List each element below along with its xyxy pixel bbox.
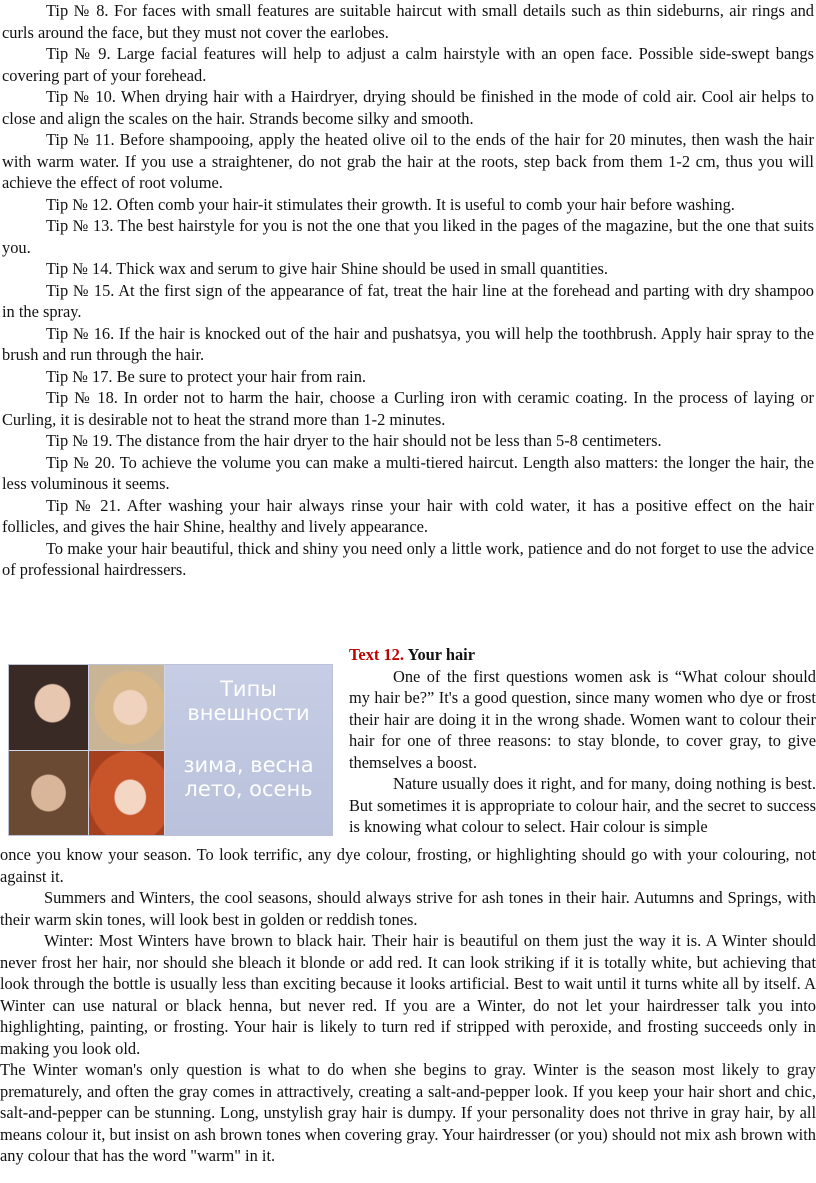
image-title — [165, 677, 332, 725]
tip-17: Tip № 17. Be sure to protect your hair from rain. — [46, 366, 367, 386]
tip-16: Tip № 16. If the hair is knocked out of the hair and pushatsya, you will help the toothbrush. Apply hair spray to the brush and run through the hair. — [2, 323, 814, 364]
tip-19: Tip № 19. The distance from the hair dryer to the hair should not be less than 5-8 centimeters. — [46, 431, 662, 450]
tip-8: Tip № 8. For faces with small features are suitable haircut with small details such as thin sideburns, air rings and curls around the face, but they must not cover the earlobes. — [2, 1, 814, 42]
image-title-line-1: Типы — [220, 677, 277, 701]
closing-paragraph: To make your hair beautiful, thick and shiny you need only a little work, patience and do not forget to use the advice of professional hairdressers. — [2, 538, 814, 579]
tip-18: Tip № 18. In order not to harm the hair, choose a Curling iron with ceramic coating. In the process of laying or Curling, it is desirable not to heat the strand more than 1-2 minutes. — [2, 388, 814, 429]
paragraph-2: Nature usually does it right, and for many, doing nothing is best. But sometimes it is appropriate to colour hair, and the secret to success is knowing what colour to select. Hair colour is simple — [349, 774, 816, 836]
tip-9: Tip № 9. Large facial features will help to adjust a calm hairstyle with an open face. Possible side-swept bangs covering part of your forehead. — [2, 44, 814, 85]
section-heading — [0, 644, 816, 666]
tip-13: Tip № 13. The best hairstyle for you is not the one that you liked in the pages of the magazine, but the one that suits you. — [2, 216, 814, 257]
section-title: Your hair — [407, 645, 475, 664]
tip-12: Tip № 12. Often comb your hair-it stimulates their growth. It is useful to comb your hair before washing. — [46, 194, 735, 214]
image-subtitle — [165, 753, 332, 801]
paragraph-4: Winter: Most Winters have brown to black hair. Their hair is beautiful on them just the way it is. A Winter should never frost her hair, nor should she bleach it blonde or add red. It can look striking if it is totally white, but achieving that look through the bottle is usually less than exciting because it looks artificial. Best to wait until it turns white all by itself. A Winter can use natural or black henna, but never red. If you are a Winter, do not let your hairdresser talk you into highlighting, painting, or frosting. Your hair is likely to turn red if stripped with peroxide, and frosting succeeds only in making you look old. — [0, 931, 816, 1058]
tip-15: Tip № 15. At the first sign of the appearance of fat, treat the hair line at the forehead and parting with dry shampoo in the spray. — [2, 280, 814, 321]
tip-20: Tip № 20. To achieve the volume you can make a multi-tiered haircut. Length also matters: the longer the hair, the less voluminous it seems. — [2, 452, 814, 493]
tip-10: Tip № 10. When drying hair with a Hairdryer, drying should be finished in the mode of cold air. Cool air helps to close and align the scales on the hair. Strands become silky and smooth. — [2, 87, 814, 128]
image-caption-panel — [165, 665, 332, 835]
paragraph-5: The Winter woman's only question is what to do when she begins to gray. Winter is the season most likely to gray prematurely, and often the gray comes in attractively, creating a salt-and-pepper look. If you keep your hair short and chic, salt-and-pepper can be stunning. Long, unstylish gray hair is dumpy. If your personality does not thrive in gray hair, by all means colour it, but insist on ash brown tones when covering gray. Your hairdresser (or you) should not mix ash brown with any colour that has the word "warm" in it. — [0, 1060, 816, 1165]
paragraph-2-continued: once you know your season. To look terrific, any dye colour, frosting, or highlighting should go with your colouring, not against it. — [0, 845, 816, 886]
face-photo-autumn — [89, 751, 164, 835]
text-12-section — [0, 644, 816, 1167]
image-subtitle-line-1: зима, весна — [183, 753, 314, 777]
section-number: Text 12. — [349, 645, 404, 664]
tip-21: Tip № 21. After washing your hair always rinse your hair with cold water, it has a positive effect on the hair follicles, and gives the hair Shine, healthy and lively appearance. — [2, 495, 814, 536]
face-photo-spring — [89, 665, 164, 750]
paragraph-1: One of the first questions women ask is “What colour should my hair be?” It's a good question, since many women who dye or frost their hair are doing it in the wrong shade. Women want to colour their hair for one of three reasons: to stay blonde, to cover gray, to give themselves a boost. — [349, 666, 816, 772]
face-photo-summer — [9, 751, 88, 835]
image-title-line-2: внешности — [187, 701, 310, 725]
appearance-types-image — [8, 664, 333, 836]
tip-11: Tip № 11. Before shampooing, apply the heated olive oil to the ends of the hair for 20 minutes, then wash the hair with warm water. If you use a straightener, do not grab the hair at the roots, step back from them 1-2 cm, thus you will achieve the effect of root volume. — [2, 130, 814, 192]
tips-list — [2, 0, 814, 581]
image-subtitle-line-2: лето, осень — [184, 777, 313, 801]
tip-14: Tip № 14. Thick wax and serum to give hair Shine should be used in small quantities. — [46, 259, 608, 278]
face-photo-winter — [9, 665, 88, 750]
paragraph-3: Summers and Winters, the cool seasons, should always strive for ash tones in their hair. Autumns and Springs, with their warm skin tones, will look best in golden or reddish tones. — [0, 888, 816, 929]
